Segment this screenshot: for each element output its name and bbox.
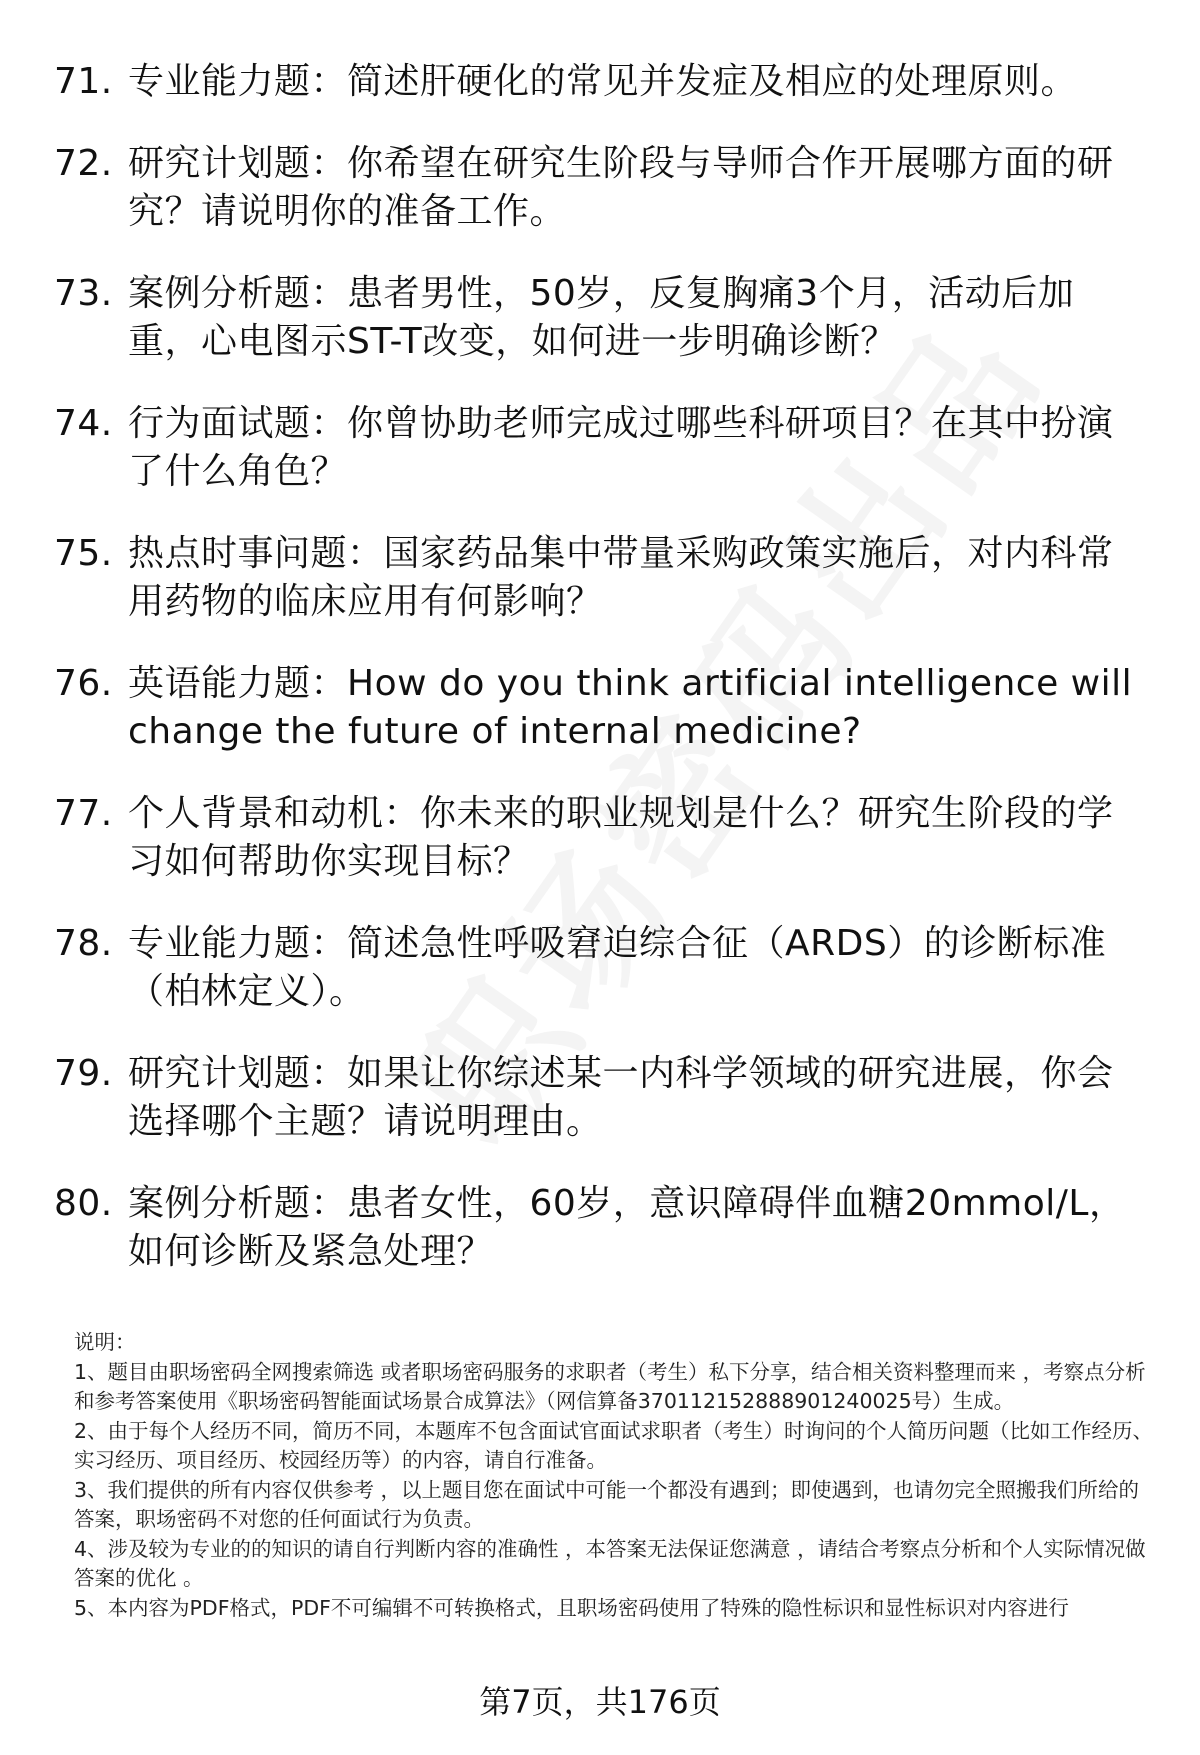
question-item <box>0 920 1200 1016</box>
question-text: 研究计划题：你希望在研究生阶段与导师合作开展哪方面的研究？请说明你的准备工作。 <box>128 143 1114 232</box>
question-text: 热点时事问题：国家药品集中带量采购政策实施后，对内科常用药物的临床应用有何影响？ <box>128 533 1114 622</box>
question-text: 个人背景和动机：你未来的职业规划是什么？研究生阶段的学习如何帮助你实现目标？ <box>128 793 1114 882</box>
question-text: 专业能力题：简述肝硬化的常见并发症及相应的处理原则。 <box>128 61 1078 102</box>
question-item <box>0 1180 1200 1276</box>
question-text: 研究计划题：如果让你综述某一内科学领域的研究进展，你会选择哪个主题？请说明理由。 <box>128 1053 1114 1142</box>
note-item: 2、由于每个人经历不同，简历不同，本题库不包含面试官面试求职者（考生）时询问的个人简历问题（比如工作经历、实习经历、项目经历、校园经历等）的内容，请自行准备。 <box>74 1418 1154 1472</box>
question-number: 74. <box>54 403 113 444</box>
question-item <box>0 58 1200 106</box>
note-item: 1、题目由职场密码全网搜索筛选 或者职场密码服务的求职者（考生）私下分享，结合相关资料整理而来 ，考察点分析和参考答案使用《职场密码智能面试场景合成算法》（网信算备370112152888901240025号）生成。 <box>74 1359 1146 1413</box>
question-item <box>0 400 1200 496</box>
question-item <box>0 530 1200 626</box>
notes-heading: 说明： <box>74 1330 136 1354</box>
question-text: 英语能力题：How do you think artificial intelligence will change the future of internal medicine? <box>128 663 1133 752</box>
question-text: 专业能力题：简述急性呼吸窘迫综合征（ARDS）的诊断标准（柏林定义）。 <box>128 923 1107 1012</box>
question-item <box>0 140 1200 236</box>
question-item <box>0 790 1200 886</box>
question-text: 行为面试题：你曾协助老师完成过哪些科研项目？在其中扮演了什么角色？ <box>128 403 1114 492</box>
question-item <box>0 270 1200 366</box>
note-item: 4、涉及较为专业的的知识的请自行判断内容的准确性 ，本答案无法保证您满意 ，请结合考察点分析和个人实际情况做答案的优化 。 <box>74 1536 1146 1590</box>
question-text: 案例分析题：患者女性，60岁，意识障碍伴血糖20mmol/L，如何诊断及紧急处理？ <box>128 1183 1126 1272</box>
notes-section <box>74 1328 1154 1623</box>
question-item <box>0 660 1200 756</box>
question-list <box>0 58 1200 1310</box>
question-number: 71. <box>54 61 113 102</box>
question-number: 75. <box>54 533 113 574</box>
question-number: 80. <box>54 1183 113 1224</box>
question-number: 76. <box>54 663 113 704</box>
question-number: 77. <box>54 793 113 834</box>
question-number: 73. <box>54 273 113 314</box>
note-item: 3、我们提供的所有内容仅供参考 ，以上题目您在面试中可能一个都没有遇到；即使遇到，也请勿完全照搬我们所给的答案，职场密码不对您的任何面试行为负责。 <box>74 1477 1140 1531</box>
question-item <box>0 1050 1200 1146</box>
note-item: 5、本内容为PDF格式，PDF不可编辑不可转换格式，且职场密码使用了特殊的隐性标识和显性标识对内容进行 <box>74 1595 1069 1620</box>
question-number: 79. <box>54 1053 113 1094</box>
question-text: 案例分析题：患者男性，50岁，反复胸痛3个月，活动后加重，心电图示ST-T改变，如何进一步明确诊断？ <box>128 273 1075 362</box>
page-counter: 第7页，共176页 <box>479 1683 721 1721</box>
question-number: 72. <box>54 143 113 184</box>
question-number: 78. <box>54 923 113 964</box>
